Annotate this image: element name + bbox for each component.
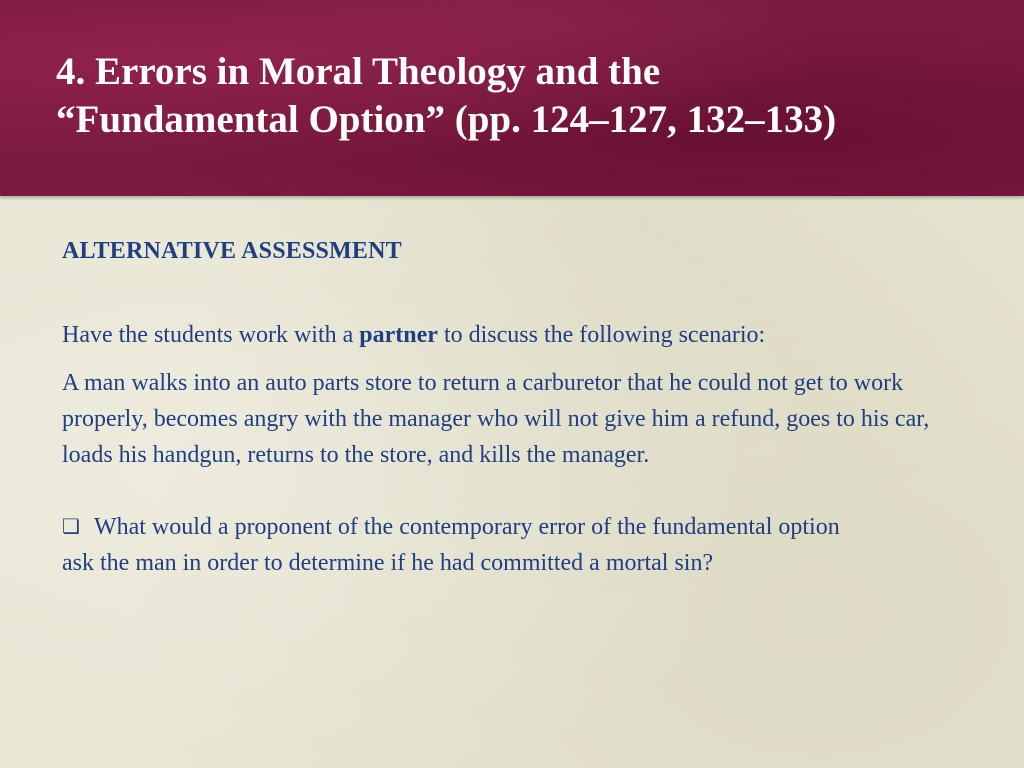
slide-title-line-1: 4. Errors in Moral Theology and the	[56, 50, 661, 93]
question-paragraph	[62, 509, 862, 581]
slide-title-line-2: “Fundamental Option” (pp. 124–127, 132–133)	[56, 97, 837, 141]
intro-text-after: to discuss the following scenario:	[437, 322, 766, 348]
section-heading: ALTERNATIVE ASSESSMENT	[62, 238, 402, 264]
question-text: What would a proponent of the contemporary error of the fundamental option ask the man in order to determine if he had committed a mortal sin?	[62, 514, 840, 576]
intro-paragraph	[62, 317, 962, 353]
checkbox-bullet-icon: ❏	[62, 514, 80, 538]
intro-bold-partner: partner	[359, 322, 438, 348]
scenario-paragraph: A man walks into an auto parts store to return a carburetor that he could not get to work properly, becomes angry with the manager who will not give him a refund, goes to his car, loads his handgun, returns to the store, and kills the manager.	[62, 370, 930, 468]
slide-content	[62, 238, 962, 605]
title-bar	[0, 0, 1024, 196]
slide-title	[56, 48, 996, 143]
intro-text-before: Have the students work with a	[62, 322, 360, 348]
